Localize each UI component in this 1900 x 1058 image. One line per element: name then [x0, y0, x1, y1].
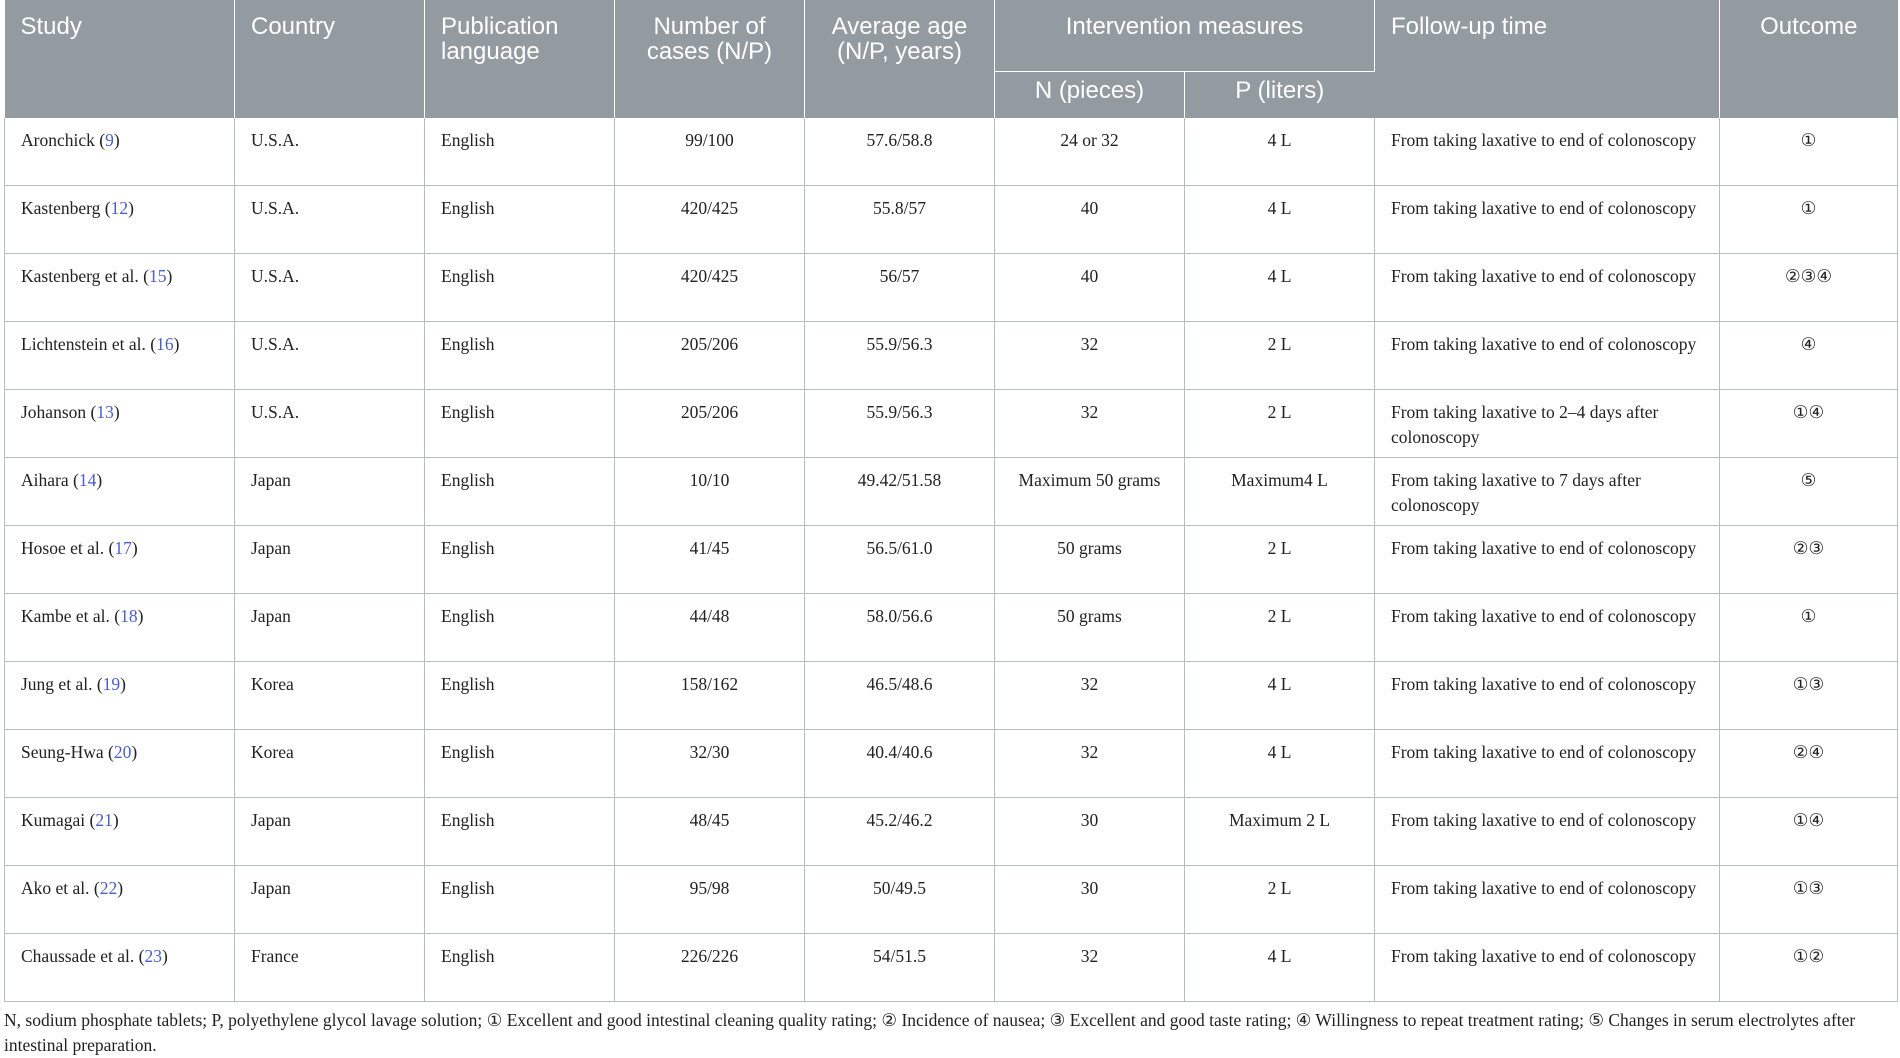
- study-name: Kastenberg et al.: [21, 266, 139, 286]
- study-name: Kambe et al.: [21, 606, 110, 626]
- cell-cases: 95/98: [615, 866, 805, 934]
- cell-age: 55.9/56.3: [805, 322, 995, 390]
- cell-cases: 205/206: [615, 322, 805, 390]
- study-name: Aihara: [21, 470, 69, 490]
- cell-outcome: ①: [1720, 594, 1898, 662]
- cell-followup: From taking laxative to end of colonoscopy: [1375, 254, 1720, 322]
- cell-p-liters: 4 L: [1185, 730, 1375, 798]
- header-p-liters: P (liters): [1185, 71, 1375, 118]
- cell-study: Hosoe et al. (17): [5, 526, 235, 594]
- reference-link[interactable]: 19: [102, 674, 121, 694]
- cell-language: English: [425, 594, 615, 662]
- cell-cases: 226/226: [615, 934, 805, 1002]
- header-outcome: Outcome: [1720, 0, 1898, 118]
- cell-n-pieces: 40: [995, 186, 1185, 254]
- cell-study: Johanson (13): [5, 390, 235, 458]
- reference-link[interactable]: 15: [148, 266, 167, 286]
- cell-age: 45.2/46.2: [805, 798, 995, 866]
- cell-cases: 10/10: [615, 458, 805, 526]
- cell-study: Kumagai (21): [5, 798, 235, 866]
- cell-p-liters: 4 L: [1185, 118, 1375, 186]
- cell-study: Kambe et al. (18): [5, 594, 235, 662]
- cell-study: Aronchick (9): [5, 118, 235, 186]
- cell-country: France: [235, 934, 425, 1002]
- cell-followup: From taking laxative to end of colonoscopy: [1375, 866, 1720, 934]
- reference-link[interactable]: 21: [95, 810, 113, 830]
- cell-outcome: ①③: [1720, 662, 1898, 730]
- cell-p-liters: 4 L: [1185, 662, 1375, 730]
- study-name: Chaussade et al.: [21, 946, 135, 966]
- cell-language: English: [425, 934, 615, 1002]
- table-body: [5, 118, 1898, 1002]
- table-row: [5, 118, 1898, 186]
- study-name: Hosoe et al.: [21, 538, 105, 558]
- cell-n-pieces: Maximum 50 grams: [995, 458, 1185, 526]
- reference-link[interactable]: 14: [78, 470, 97, 490]
- cell-age: 49.42/51.58: [805, 458, 995, 526]
- cell-age: 40.4/40.6: [805, 730, 995, 798]
- cell-cases: 41/45: [615, 526, 805, 594]
- cell-country: Japan: [235, 526, 425, 594]
- study-name: Seung-Hwa: [21, 742, 104, 762]
- cell-n-pieces: 50 grams: [995, 594, 1185, 662]
- cell-n-pieces: 32: [995, 934, 1185, 1002]
- header-followup: Follow-up time: [1375, 0, 1720, 118]
- cell-p-liters: 2 L: [1185, 390, 1375, 458]
- reference-link[interactable]: 20: [113, 742, 132, 762]
- cell-language: English: [425, 866, 615, 934]
- cell-country: Korea: [235, 662, 425, 730]
- cell-cases: 420/425: [615, 254, 805, 322]
- cell-p-liters: 2 L: [1185, 526, 1375, 594]
- study-name: Lichtenstein et al.: [21, 334, 146, 354]
- cell-language: English: [425, 186, 615, 254]
- reference-link[interactable]: 18: [120, 606, 138, 626]
- cell-age: 46.5/48.6: [805, 662, 995, 730]
- cell-n-pieces: 32: [995, 322, 1185, 390]
- cell-cases: 99/100: [615, 118, 805, 186]
- cell-language: English: [425, 662, 615, 730]
- header-intervention: Intervention measures: [995, 0, 1375, 71]
- cell-p-liters: 4 L: [1185, 934, 1375, 1002]
- cell-study: Aihara (14): [5, 458, 235, 526]
- cell-n-pieces: 30: [995, 866, 1185, 934]
- cell-age: 56.5/61.0: [805, 526, 995, 594]
- cell-age: 55.9/56.3: [805, 390, 995, 458]
- table-row: [5, 390, 1898, 458]
- cell-followup: From taking laxative to end of colonoscopy: [1375, 730, 1720, 798]
- study-name: Jung et al.: [21, 674, 93, 694]
- reference-link[interactable]: 17: [114, 538, 132, 558]
- cell-p-liters: 2 L: [1185, 594, 1375, 662]
- table-row: [5, 594, 1898, 662]
- cell-p-liters: 2 L: [1185, 866, 1375, 934]
- reference-link[interactable]: 13: [96, 402, 114, 422]
- cell-age: 57.6/58.8: [805, 118, 995, 186]
- cell-study: Chaussade et al. (23): [5, 934, 235, 1002]
- cell-outcome: ①: [1720, 186, 1898, 254]
- cell-n-pieces: 30: [995, 798, 1185, 866]
- cell-followup: From taking laxative to end of colonoscopy: [1375, 798, 1720, 866]
- header-cases: Number of cases (N/P): [615, 0, 805, 118]
- cell-language: English: [425, 798, 615, 866]
- cell-country: U.S.A.: [235, 118, 425, 186]
- cell-study: Kastenberg et al. (15): [5, 254, 235, 322]
- cell-study: Seung-Hwa (20): [5, 730, 235, 798]
- cell-language: English: [425, 390, 615, 458]
- reference-link[interactable]: 22: [99, 878, 118, 898]
- header-age: Average age (N/P, years): [805, 0, 995, 118]
- table-row: [5, 798, 1898, 866]
- cell-n-pieces: 32: [995, 662, 1185, 730]
- cell-language: English: [425, 458, 615, 526]
- cell-outcome: ①④: [1720, 390, 1898, 458]
- cell-country: Korea: [235, 730, 425, 798]
- cell-age: 58.0/56.6: [805, 594, 995, 662]
- cell-country: Japan: [235, 594, 425, 662]
- table-row: [5, 730, 1898, 798]
- cell-outcome: ②③④: [1720, 254, 1898, 322]
- cell-p-liters: Maximum4 L: [1185, 458, 1375, 526]
- cell-cases: 420/425: [615, 186, 805, 254]
- cell-study: Jung et al. (19): [5, 662, 235, 730]
- table-row: [5, 866, 1898, 934]
- cell-followup: From taking laxative to end of colonoscopy: [1375, 118, 1720, 186]
- header-country: Country: [235, 0, 425, 118]
- header-language: Publication language: [425, 0, 615, 118]
- cell-cases: 32/30: [615, 730, 805, 798]
- cell-country: U.S.A.: [235, 390, 425, 458]
- cell-n-pieces: 24 or 32: [995, 118, 1185, 186]
- cell-n-pieces: 32: [995, 730, 1185, 798]
- cell-country: Japan: [235, 866, 425, 934]
- cell-language: English: [425, 118, 615, 186]
- cell-followup: From taking laxative to 7 days after colonoscopy: [1375, 458, 1720, 526]
- header-n-pieces: N (pieces): [995, 71, 1185, 118]
- cell-cases: 48/45: [615, 798, 805, 866]
- cell-language: English: [425, 526, 615, 594]
- cell-outcome: ①②: [1720, 934, 1898, 1002]
- cell-n-pieces: 32: [995, 390, 1185, 458]
- study-name: Ako et al.: [21, 878, 90, 898]
- table-row: [5, 322, 1898, 390]
- reference-link[interactable]: 12: [110, 198, 129, 218]
- cell-p-liters: 4 L: [1185, 254, 1375, 322]
- study-name: Kumagai: [21, 810, 86, 830]
- table-row: [5, 254, 1898, 322]
- cell-outcome: ①: [1720, 118, 1898, 186]
- cell-outcome: ②③: [1720, 526, 1898, 594]
- reference-link[interactable]: 23: [144, 946, 162, 966]
- cell-study: Ako et al. (22): [5, 866, 235, 934]
- cell-followup: From taking laxative to end of colonoscopy: [1375, 594, 1720, 662]
- cell-age: 50/49.5: [805, 866, 995, 934]
- reference-link[interactable]: 9: [105, 130, 114, 150]
- cell-language: English: [425, 730, 615, 798]
- table-row: [5, 458, 1898, 526]
- table-row: [5, 186, 1898, 254]
- cell-age: 55.8/57: [805, 186, 995, 254]
- cell-country: Japan: [235, 458, 425, 526]
- study-characteristics-table: [4, 0, 1898, 1002]
- table-row: [5, 934, 1898, 1002]
- table-row: [5, 662, 1898, 730]
- cell-cases: 44/48: [615, 594, 805, 662]
- study-name: Kastenberg: [21, 198, 101, 218]
- study-name: Aronchick: [21, 130, 95, 150]
- cell-followup: From taking laxative to end of colonoscopy: [1375, 322, 1720, 390]
- cell-p-liters: 4 L: [1185, 186, 1375, 254]
- cell-followup: From taking laxative to end of colonoscopy: [1375, 662, 1720, 730]
- cell-country: U.S.A.: [235, 254, 425, 322]
- cell-outcome: ⑤: [1720, 458, 1898, 526]
- cell-study: Lichtenstein et al. (16): [5, 322, 235, 390]
- cell-cases: 205/206: [615, 390, 805, 458]
- header-study: Study: [5, 0, 235, 118]
- cell-country: Japan: [235, 798, 425, 866]
- cell-outcome: ①③: [1720, 866, 1898, 934]
- cell-p-liters: 2 L: [1185, 322, 1375, 390]
- cell-n-pieces: 50 grams: [995, 526, 1185, 594]
- cell-p-liters: Maximum 2 L: [1185, 798, 1375, 866]
- cell-cases: 158/162: [615, 662, 805, 730]
- cell-followup: From taking laxative to end of colonoscopy: [1375, 934, 1720, 1002]
- cell-n-pieces: 40: [995, 254, 1185, 322]
- cell-language: English: [425, 254, 615, 322]
- cell-country: U.S.A.: [235, 186, 425, 254]
- cell-language: English: [425, 322, 615, 390]
- reference-link[interactable]: 16: [156, 334, 174, 354]
- study-table-container: [4, 0, 1897, 1058]
- cell-followup: From taking laxative to end of colonoscopy: [1375, 186, 1720, 254]
- cell-outcome: ④: [1720, 322, 1898, 390]
- cell-followup: From taking laxative to 2–4 days after colonoscopy: [1375, 390, 1720, 458]
- cell-outcome: ①④: [1720, 798, 1898, 866]
- cell-country: U.S.A.: [235, 322, 425, 390]
- study-name: Johanson: [21, 402, 87, 422]
- table-row: [5, 526, 1898, 594]
- cell-study: Kastenberg (12): [5, 186, 235, 254]
- cell-followup: From taking laxative to end of colonoscopy: [1375, 526, 1720, 594]
- cell-outcome: ②④: [1720, 730, 1898, 798]
- table-footnote: N, sodium phosphate tablets; P, polyethylene glycol lavage solution; ① Excellent and good intestinal cleaning quality rating; ② Incidence of nausea; ③ Excellent and good taste rating; ④ Willingness to repeat treatment rating; ⑤ Changes in serum electrolytes after intestinal preparation.: [4, 1010, 1856, 1055]
- cell-age: 54/51.5: [805, 934, 995, 1002]
- cell-age: 56/57: [805, 254, 995, 322]
